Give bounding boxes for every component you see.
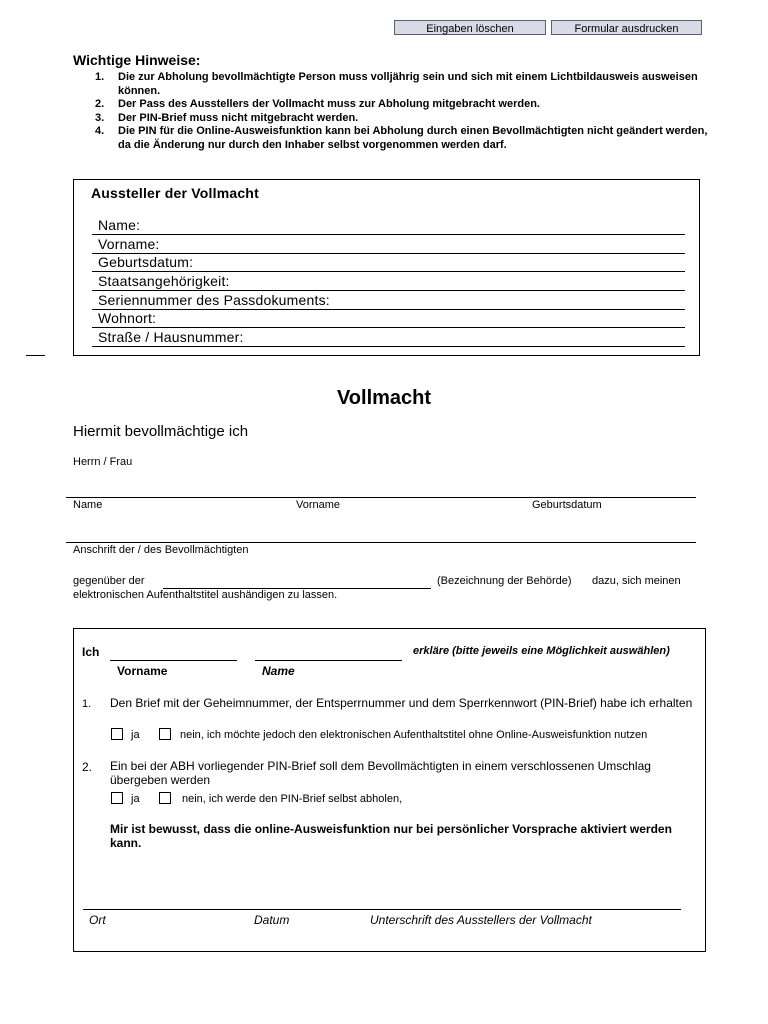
issuer-title: Aussteller der Vollmacht	[91, 185, 259, 201]
hints-title: Wichtige Hinweise:	[73, 52, 201, 68]
q1-no-label: nein, ich möchte jedoch den elektronischen Aufenthaltstitel ohne Online-Ausweisfunktion nutzen	[180, 729, 648, 741]
hints-list	[95, 71, 715, 152]
declarant-firstname-line[interactable]	[110, 660, 237, 661]
q2-text: Ein bei der ABH vorliegender PIN-Brief soll dem Bevollmächtigten in einem verschlossenen Umschlag übergeben werden	[110, 759, 651, 787]
authority-prefix: gegenüber der	[73, 575, 145, 587]
authority-suffix: dazu, sich meinen	[592, 575, 681, 587]
issuer-birthdate-field[interactable]: Geburtsdatum:	[92, 254, 685, 273]
declarant-name-line[interactable]	[255, 660, 402, 661]
proxy-birthdate-label: Geburtsdatum	[532, 499, 602, 511]
salutation-label: Herrn / Frau	[73, 456, 133, 468]
hint-text: Die PIN für die Online-Ausweisfunktion kann bei Abholung durch einen Bevollmächtigten nicht geändert werden, da die Änderung nur durch den Inhaber selbst vorgenommen werden darf.	[118, 125, 708, 151]
issuer-nationality-field[interactable]: Staatsangehörigkeit:	[92, 272, 685, 291]
intro-text: Hiermit bevollmächtige ich	[73, 423, 249, 440]
signature-line[interactable]	[83, 909, 681, 910]
hint-item: 1. Die zur Abholung bevollmächtigte Person muss volljährig sein und sich mit einem Lichtbildausweis ausweisen können.	[95, 71, 715, 98]
issuer-passport-number-field[interactable]: Seriennummer des Passdokuments:	[92, 291, 685, 310]
issuer-street-field[interactable]: Straße / Hausnummer:	[92, 328, 685, 347]
proxy-address-label: Anschrift der / des Bevollmächtigten	[73, 544, 249, 556]
q1-yes-checkbox[interactable]	[111, 728, 123, 740]
q1-yes-label: ja	[131, 729, 140, 741]
q2-no-label: nein, ich werde den PIN-Brief selbst abholen,	[182, 793, 403, 805]
issuer-city-field[interactable]: Wohnort:	[92, 310, 685, 329]
hint-text: Die zur Abholung bevollmächtigte Person muss volljährig sein und sich mit einem Lichtbildausweis ausweisen können.	[118, 71, 698, 97]
place-label: Ort	[89, 913, 106, 927]
date-label: Datum	[254, 913, 290, 927]
proxy-name-label: Name	[73, 499, 103, 511]
hint-text: Der Pass des Ausstellers der Vollmacht muss zur Abholung mitgebracht werden.	[118, 98, 540, 110]
declaration-ich: Ich	[82, 645, 100, 659]
proxy-address-line[interactable]	[66, 542, 696, 543]
issuer-name-field[interactable]: Name:	[92, 216, 685, 235]
proxy-name-line[interactable]	[66, 497, 696, 498]
activation-notice: Mir ist bewusst, dass die online-Ausweisfunktion nur bei persönlicher Vorsprache aktiviert werden kann.	[110, 822, 672, 850]
hint-item: 2. Der Pass des Ausstellers der Vollmacht muss zur Abholung mitgebracht werden.	[95, 98, 540, 110]
hint-item: 3. Der PIN-Brief muss nicht mitgebracht werden.	[95, 111, 359, 124]
q2-number: 2.	[82, 760, 93, 774]
q1-text: Den Brief mit der Geheimnummer, der Entsperrnummer und dem Sperrkennwort (PIN-Brief) habe ich erhalten	[110, 696, 693, 710]
declaration-instruction: erkläre (bitte jeweils eine Möglichkeit auswählen)	[413, 645, 670, 657]
q1-no-checkbox[interactable]	[159, 728, 171, 740]
hint-text: Der PIN-Brief muss nicht mitgebracht werden.	[118, 111, 359, 124]
page-title: Vollmacht	[336, 387, 432, 409]
authority-line2: elektronischen Aufenthaltstitel aushändigen zu lassen.	[73, 589, 338, 601]
q2-no-checkbox[interactable]	[159, 792, 171, 804]
declarant-name-label: Name	[262, 664, 295, 678]
declarant-firstname-label: Vorname	[117, 664, 168, 678]
print-form-button[interactable]: Formular ausdrucken	[551, 20, 702, 35]
q2-yes-checkbox[interactable]	[111, 792, 123, 804]
proxy-firstname-label: Vorname	[296, 499, 341, 511]
clear-inputs-button[interactable]: Eingaben löschen	[394, 20, 546, 35]
authority-hint: (Bezeichnung der Behörde)	[437, 575, 572, 587]
hint-item: 4. Die PIN für die Online-Ausweisfunktion kann bei Abholung durch einen Bevollmächtigten nicht geändert werden, da die Änderung nur durch den Inhaber selbst vorgenommen werden darf.	[95, 125, 715, 152]
margin-mark	[26, 355, 45, 356]
q1-number: 1.	[82, 698, 92, 710]
declaration-box	[73, 628, 706, 952]
issuer-firstname-field[interactable]: Vorname:	[92, 235, 685, 254]
q2-yes-label: ja	[131, 793, 140, 805]
signature-label: Unterschrift des Ausstellers der Vollmacht	[370, 913, 592, 927]
